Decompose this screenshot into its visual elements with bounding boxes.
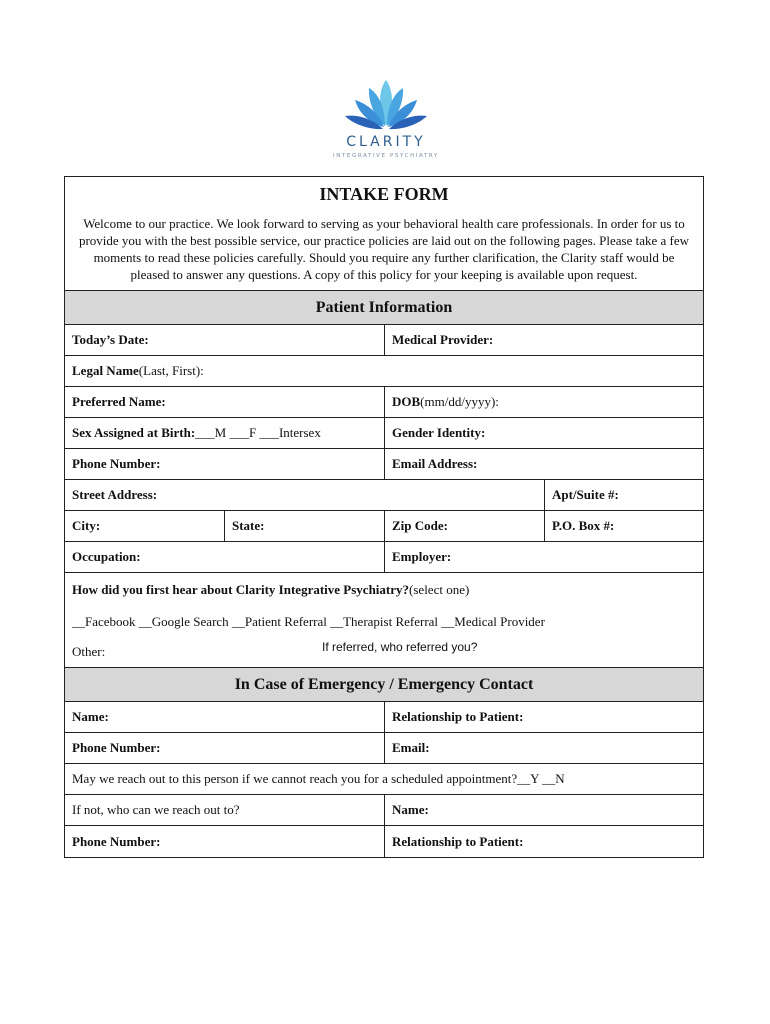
intake-form — [64, 176, 704, 858]
row-date-provider — [65, 325, 703, 356]
row-legal-name — [65, 356, 703, 387]
apt-suite-field[interactable]: Apt/Suite #: — [544, 480, 703, 510]
other-field[interactable]: Other: — [72, 644, 106, 659]
alt-name-field[interactable]: Name: — [384, 795, 703, 825]
logo-wordmark: CLARITY — [346, 134, 426, 150]
row-alt-phone-relationship — [65, 826, 703, 857]
row-hear-options — [65, 606, 703, 637]
emergency-contact-heading: In Case of Emergency / Emergency Contact — [65, 668, 703, 702]
patient-info-heading: Patient Information — [65, 291, 703, 325]
po-box-field[interactable]: P.O. Box #: — [544, 511, 703, 541]
ec-name-field[interactable]: Name: — [72, 709, 109, 724]
ec-relationship-field[interactable]: Relationship to Patient: — [384, 702, 703, 732]
phone-number-field[interactable]: Phone Number: — [72, 456, 161, 471]
row-hear-question — [65, 573, 703, 606]
clarity-logo — [330, 78, 442, 166]
gender-identity-field[interactable]: Gender Identity: — [384, 418, 703, 448]
row-phone-email — [65, 449, 703, 480]
form-title: INTAKE FORM — [319, 183, 449, 204]
row-ec-phone-email — [65, 733, 703, 764]
dob-field[interactable]: DOB (mm/dd/yyyy): — [384, 387, 703, 417]
zip-code-field[interactable]: Zip Code: — [384, 511, 544, 541]
sex-assigned-field[interactable]: Sex Assigned at Birth: ___M ___F ___Intersex — [72, 425, 321, 440]
ec-phone-field[interactable]: Phone Number: — [72, 740, 161, 755]
state-field[interactable]: State: — [224, 511, 384, 541]
row-ec-name-relationship — [65, 702, 703, 733]
occupation-field[interactable]: Occupation: — [72, 549, 141, 564]
email-address-field[interactable]: Email Address: — [384, 449, 703, 479]
hear-about-question: How did you first hear about Clarity Integrative Psychiatry? (select one) — [72, 581, 470, 597]
employer-field[interactable]: Employer: — [384, 542, 703, 572]
ec-email-field[interactable]: Email: — [384, 733, 703, 763]
row-occupation-employer — [65, 542, 703, 573]
row-street-apt — [65, 480, 703, 511]
alt-contact-field[interactable]: If not, who can we reach out to? — [72, 802, 240, 817]
row-preferred-dob — [65, 387, 703, 418]
row-city-state-zip — [65, 511, 703, 542]
preferred-name-field[interactable]: Preferred Name: — [72, 394, 166, 409]
alt-phone-field[interactable]: Phone Number: — [72, 833, 161, 849]
street-address-field[interactable]: Street Address: — [72, 487, 158, 502]
referred-by-field[interactable]: If referred, who referred you? — [322, 640, 478, 654]
alt-relationship-field[interactable]: Relationship to Patient: — [384, 826, 703, 857]
medical-provider-field[interactable]: Medical Provider: — [384, 325, 703, 355]
ec-reach-question[interactable]: May we reach out to this person if we cannot reach you for a scheduled appointment?__Y __N — [72, 771, 565, 786]
hear-about-options[interactable]: __Facebook __Google Search __Patient Referral __Therapist Referral __Medical Provider — [72, 613, 545, 629]
city-field[interactable]: City: — [72, 518, 101, 533]
lotus-icon — [341, 78, 431, 132]
row-sex-gender — [65, 418, 703, 449]
todays-date-field[interactable]: Today’s Date: — [72, 332, 149, 347]
row-alt-contact — [65, 795, 703, 826]
intro-paragraph: Welcome to our practice. We look forward to serving as your behavioral health care professionals. In order for us to provide you with the best possible service, our practice policies are laid out on the following pages. Please take a few moments to read these policies carefully. Should you require any further clarification, the Clarity staff would be pleased to answer any questions. A copy of this policy for your keeping is available upon request. — [65, 211, 703, 291]
row-other-referral — [65, 637, 703, 668]
row-ec-reach-question — [65, 764, 703, 795]
logo-tagline: INTEGRATIVE PSYCHIATRY — [333, 153, 439, 159]
legal-name-field[interactable]: Legal Name (Last, First): — [72, 363, 204, 378]
